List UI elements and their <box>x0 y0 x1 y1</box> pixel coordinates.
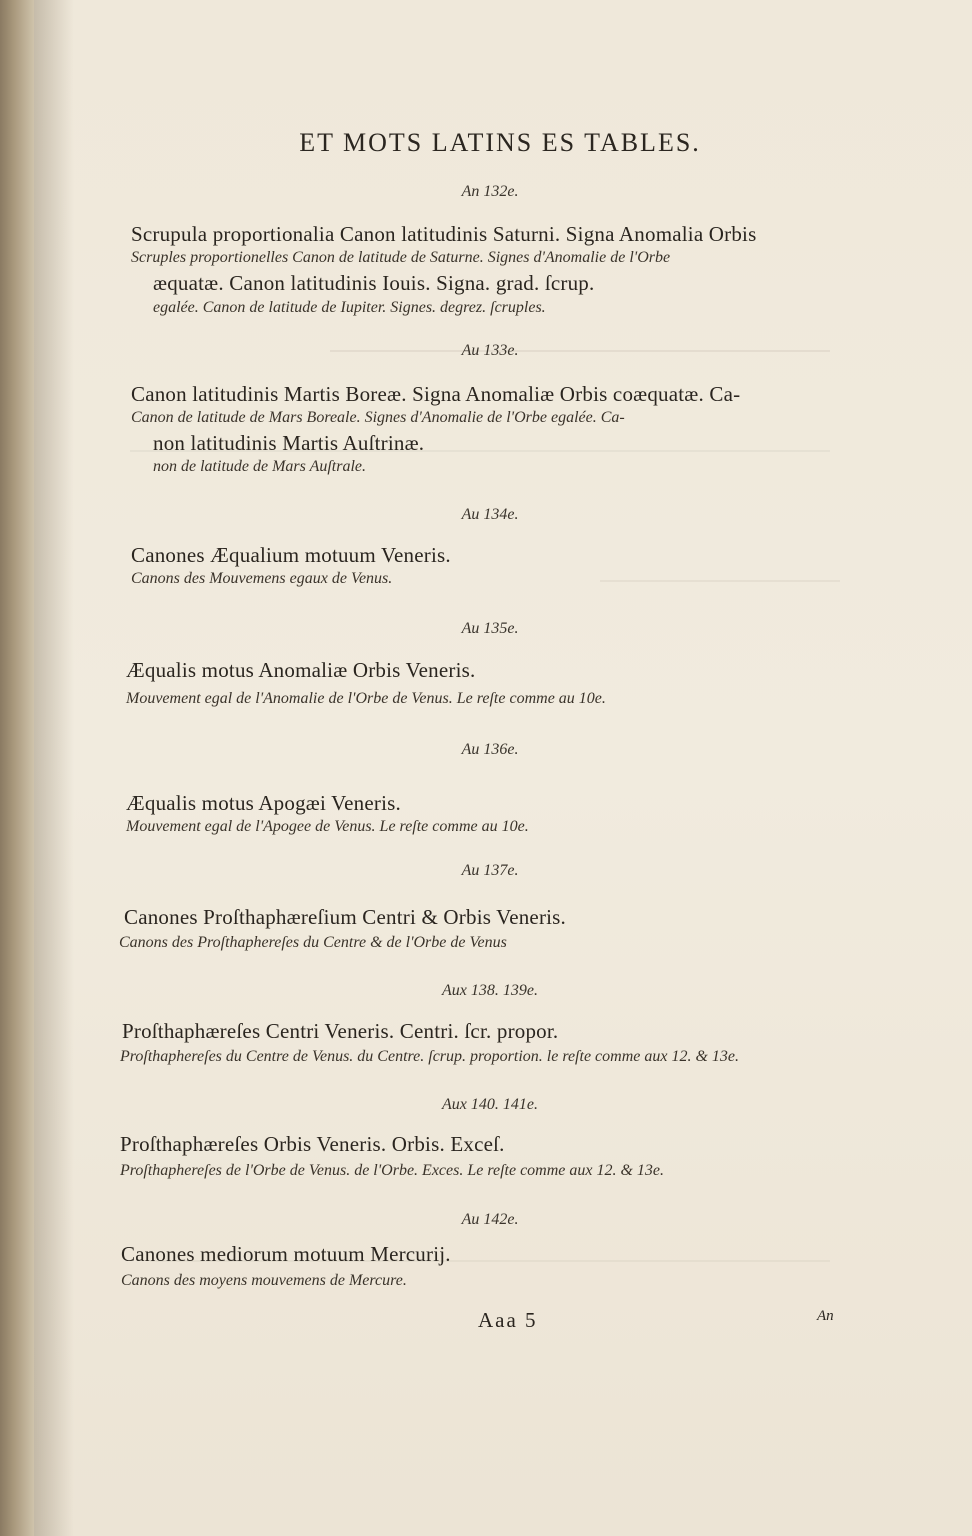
gutter-shadow <box>34 0 74 1536</box>
french-line: Canons des moyens mouvemens de Mercure. <box>121 1272 407 1289</box>
section-heading: Au 142e. <box>461 1211 519 1228</box>
french-line: Canons des Proſthaphereſes du Centre & de l'Orbe de Venus <box>119 934 507 951</box>
latin-line: Canon latitudinis Martis Boreæ. Signa Anomaliæ Orbis coæquatæ. Ca- <box>131 382 741 406</box>
french-line: Proſthaphereſes du Centre de Venus. du Centre. ſcrup. proportion. le reſte comme aux 12. & 13e. <box>120 1048 739 1065</box>
section-heading: Aux 138. 139e. <box>442 982 538 999</box>
latin-line: Canones Æqualium motuum Veneris. <box>131 543 451 567</box>
section-heading: Aux 140. 141e. <box>442 1096 538 1113</box>
signature-mark: Aaa 5 <box>478 1308 538 1332</box>
french-line: Canon de latitude de Mars Boreale. Signes d'Anomalie de l'Orbe egalée. Ca- <box>131 409 625 426</box>
french-line: Mouvement egal de l'Apogee de Venus. Le reſte comme au 10e. <box>126 818 529 835</box>
book-binding <box>0 0 34 1536</box>
latin-line: Proſthaphæreſes Centri Veneris. Centri. ſcr. propor. <box>122 1019 559 1043</box>
section-heading: Au 134e. <box>461 506 519 523</box>
latin-line: Scrupula proportionalia Canon latitudinis Saturni. Signa Anomalia Orbis <box>131 222 757 246</box>
section-heading: Au 136e. <box>461 741 519 758</box>
latin-line: non latitudinis Martis Auſtrinæ. <box>153 431 425 455</box>
french-line: egalée. Canon de latitude de Iupiter. Signes. degrez. ſcruples. <box>153 299 546 316</box>
page-title: ET MOTS LATINS ES TABLES. <box>299 128 701 157</box>
section-heading: Au 135e. <box>461 620 519 637</box>
latin-line: Canones mediorum motuum Mercurij. <box>121 1242 451 1266</box>
catchword: An <box>817 1308 834 1324</box>
show-through <box>600 560 840 582</box>
french-line: non de latitude de Mars Auſtrale. <box>153 458 367 475</box>
section-heading: Au 133e. <box>461 342 519 359</box>
section-heading: Au 137e. <box>461 862 519 879</box>
latin-line: Æqualis motus Anomaliæ Orbis Veneris. <box>126 658 476 682</box>
french-line: Scruples proportionelles Canon de latitude de Saturne. Signes d'Anomalie de l'Orbe <box>131 249 671 266</box>
french-line: Proſthaphereſes de l'Orbe de Venus. de l'Orbe. Exces. Le reſte comme aux 12. & 13e. <box>120 1162 665 1179</box>
latin-line: Proſthaphæreſes Orbis Veneris. Orbis. Exceſ. <box>120 1132 505 1156</box>
section-heading: An 132e. <box>461 183 519 200</box>
latin-line: æquatæ. Canon latitudinis Iouis. Signa. grad. ſcrup. <box>153 271 595 295</box>
french-line: Mouvement egal de l'Anomalie de l'Orbe de Venus. Le reſte comme au 10e. <box>126 690 606 707</box>
latin-line: Canones Proſthaphæreſium Centri & Orbis Veneris. <box>124 905 566 929</box>
french-line: Canons des Mouvemens egaux de Venus. <box>131 570 393 587</box>
latin-line: Æqualis motus Apogæi Veneris. <box>126 791 401 815</box>
